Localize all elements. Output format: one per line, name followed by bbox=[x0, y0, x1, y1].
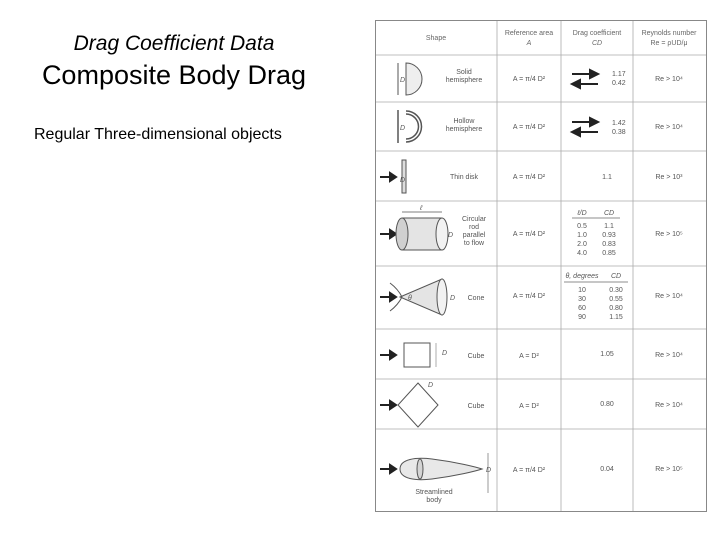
circular-rod-shape bbox=[396, 212, 448, 250]
header-area-symbol: A bbox=[526, 40, 532, 47]
shape-label: Cone bbox=[467, 295, 485, 302]
sub-value: 1.15 bbox=[609, 314, 623, 321]
row-cone bbox=[380, 273, 683, 321]
shape-label: Solid bbox=[456, 69, 472, 76]
streamlined-body-shape bbox=[400, 453, 488, 493]
area-formula: A = π/4 D² bbox=[512, 293, 546, 300]
cd-value: 1.1 bbox=[602, 174, 612, 181]
re-value: Re > 10⁴ bbox=[655, 76, 683, 83]
header-area: Reference area bbox=[504, 30, 554, 37]
re-value: Re > 10⁴ bbox=[655, 352, 683, 359]
re-value: Re > 10⁴ bbox=[655, 402, 683, 409]
sub-value: 2.0 bbox=[577, 241, 587, 248]
re-value: Re > 10⁵ bbox=[655, 466, 683, 473]
cd-value: 1.42 bbox=[612, 120, 626, 127]
cd-value: 1.17 bbox=[612, 71, 626, 78]
sub-value: 4.0 bbox=[577, 250, 587, 257]
svg-text:D: D bbox=[400, 125, 406, 132]
svg-text:D: D bbox=[448, 232, 454, 239]
shape-label: parallel bbox=[462, 232, 486, 239]
svg-text:D: D bbox=[428, 382, 434, 389]
row-solid-hemisphere bbox=[398, 63, 683, 95]
slide-subtitle: Drag Coefficient Data bbox=[73, 32, 275, 55]
shape-label: hemisphere bbox=[445, 77, 483, 84]
re-value: Re > 10³ bbox=[655, 174, 683, 181]
area-formula: A = π/4 D² bbox=[512, 124, 546, 131]
svg-text:ℓ: ℓ bbox=[420, 205, 423, 212]
header-cd-symbol: CD bbox=[591, 40, 603, 47]
cube-shape bbox=[404, 343, 430, 367]
rotated-cube-shape bbox=[398, 383, 438, 427]
flow-arrow-icon bbox=[380, 173, 396, 181]
svg-text:D: D bbox=[442, 350, 448, 357]
flow-arrow-icon bbox=[380, 293, 396, 301]
shape-label: Cube bbox=[467, 353, 485, 360]
sub-value: 0.93 bbox=[602, 232, 616, 239]
area-formula: A = π/4 D² bbox=[512, 174, 546, 181]
header-re: Reynolds number bbox=[641, 30, 697, 37]
area-formula: A = D² bbox=[519, 403, 539, 410]
row-cube-rotated bbox=[380, 382, 683, 427]
flow-arrow-icon bbox=[380, 401, 396, 409]
shape-label: hemisphere bbox=[445, 126, 483, 133]
area-formula: A = D² bbox=[519, 353, 539, 360]
sub-value: 60 bbox=[578, 305, 586, 312]
sub-value: 0.30 bbox=[609, 287, 623, 294]
svg-text:θ: θ bbox=[408, 295, 412, 302]
re-value: Re > 10⁴ bbox=[655, 124, 683, 131]
shape-label: body bbox=[426, 497, 442, 504]
area-formula: A = π/4 D² bbox=[512, 231, 546, 238]
shape-label: rod bbox=[468, 224, 480, 231]
drag-table-figure bbox=[376, 21, 706, 511]
sub-value: 0.85 bbox=[602, 250, 616, 257]
shape-label: to flow bbox=[463, 240, 485, 247]
flow-right-arrow-icon bbox=[572, 118, 598, 126]
cd-value: 1.05 bbox=[600, 351, 614, 358]
cone-shape bbox=[390, 279, 447, 315]
sub-value: 1.1 bbox=[604, 223, 614, 230]
svg-text:D: D bbox=[486, 467, 492, 474]
sub-value: 0.83 bbox=[602, 241, 616, 248]
sub-value: 1.0 bbox=[577, 232, 587, 239]
shape-label: Cube bbox=[467, 403, 485, 410]
row-circular-rod bbox=[380, 205, 683, 257]
sub-header: θ, degrees bbox=[565, 273, 599, 280]
svg-text:D: D bbox=[450, 295, 456, 302]
cd-value: 0.80 bbox=[600, 401, 614, 408]
shape-label: Streamlined bbox=[415, 489, 453, 496]
svg-text:D: D bbox=[400, 77, 406, 84]
flow-left-arrow-icon bbox=[572, 80, 598, 88]
area-formula: A = π/4 D² bbox=[512, 76, 546, 83]
row-hollow-hemisphere bbox=[398, 110, 683, 143]
flow-arrow-icon bbox=[380, 465, 396, 473]
sub-value: 0.80 bbox=[609, 305, 623, 312]
cd-value: 0.42 bbox=[612, 80, 626, 87]
header-re-formula: Re = ρUD/μ bbox=[650, 40, 688, 47]
cd-value: 0.04 bbox=[600, 466, 614, 473]
row-thin-disk bbox=[380, 160, 683, 193]
shape-label: Circular bbox=[461, 216, 487, 223]
row-cube bbox=[380, 343, 683, 367]
shape-label: Thin disk bbox=[449, 174, 479, 181]
svg-text:D: D bbox=[400, 177, 406, 184]
slide-title: Composite Body Drag bbox=[41, 60, 307, 90]
sub-header: CD bbox=[610, 273, 622, 280]
header-cd: Drag coefficient bbox=[572, 30, 622, 37]
row-streamlined-body bbox=[380, 453, 683, 504]
sub-value: 30 bbox=[578, 296, 586, 303]
bullet-text: Regular Three-dimensional objects bbox=[34, 126, 282, 143]
area-formula: A = π/4 D² bbox=[512, 467, 546, 474]
shape-label: Hollow bbox=[453, 118, 475, 125]
header-shape: Shape bbox=[425, 35, 447, 42]
sub-header: CD bbox=[603, 210, 615, 217]
cd-value: 0.38 bbox=[612, 129, 626, 136]
re-value: Re > 10⁴ bbox=[655, 293, 683, 300]
drag-coefficient-table bbox=[375, 20, 707, 512]
sub-value: 90 bbox=[578, 314, 586, 321]
sub-value: 0.55 bbox=[609, 296, 623, 303]
sub-value: 0.5 bbox=[577, 223, 587, 230]
sub-header: ℓ/D bbox=[577, 210, 587, 217]
flow-left-arrow-icon bbox=[572, 128, 598, 136]
flow-arrow-icon bbox=[380, 351, 396, 359]
flow-right-arrow-icon bbox=[572, 70, 598, 78]
re-value: Re > 10⁵ bbox=[655, 231, 683, 238]
sub-value: 10 bbox=[578, 287, 586, 294]
flow-arrow-icon bbox=[380, 230, 396, 238]
